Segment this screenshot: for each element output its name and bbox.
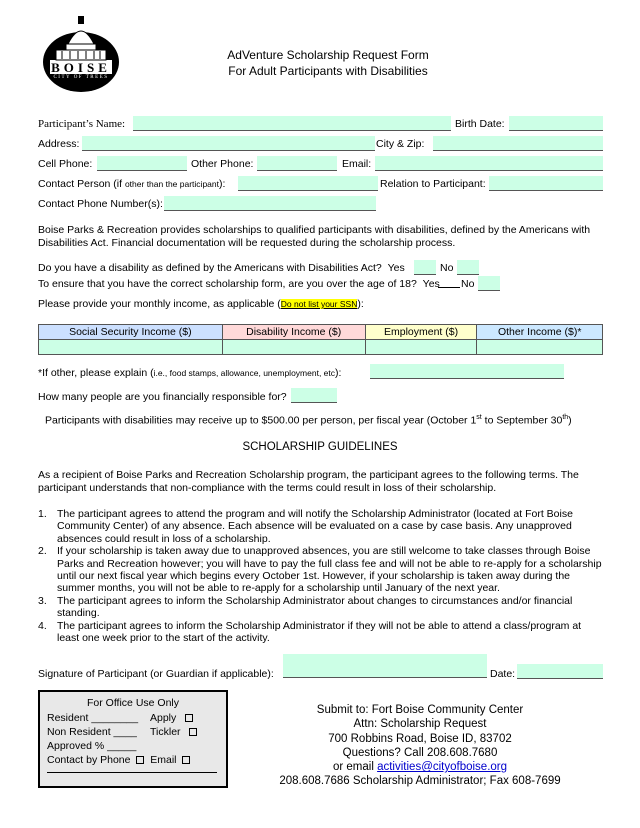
contact-phone-checkbox[interactable] (136, 756, 144, 764)
income-prompt: Please provide your monthly income, as applicable (Do not list your SSN): (38, 298, 364, 310)
logo-city-text: BOISE (51, 60, 111, 75)
email-checkbox[interactable] (182, 756, 190, 764)
contact-phone-field[interactable] (164, 196, 376, 211)
logo-subtitle-text: CITY OF TREES (53, 75, 109, 80)
submit-line-5: or email activities@cityofboise.org (332, 761, 508, 774)
income-header-disability: Disability Income ($) (222, 325, 365, 340)
other-income-field[interactable] (477, 340, 603, 355)
submit-line-6: 208.608.7686 Scholarship Administrator; Fax 608-7699 (279, 775, 561, 788)
guidelines-intro: As a recipient of Boise Parks and Recreation Scholarship program, the participant agrees to the following terms. The participant understands that non-compliance with the terms could result in loss of their scholarship. (38, 469, 579, 494)
guideline-item: 1. The participant agrees to attend the program and will notify the Scholarship Administrator (located at Fort Boise Community Center) of any absence. Each absence will be evaluated on a case by case basis. Any unapproved absences could result in loss of a scholarship. (38, 508, 573, 545)
disability-no-label: No (440, 262, 454, 274)
office-approved: Approved % _____ (47, 740, 137, 752)
tickler-checkbox[interactable] (189, 728, 197, 736)
limit-statement: Participants with disabilities may receive up to $500.00 per person, per fiscal year (October 1st to September 30th) (45, 414, 572, 427)
responsible-field[interactable] (291, 388, 337, 403)
income-header-other: Other Income ($)* (477, 325, 603, 340)
signature-date-field[interactable] (517, 664, 603, 679)
page-title: AdVenture Scholarship Request Form (227, 48, 429, 62)
ssn-warning: Do not list your SSN (280, 299, 358, 309)
disability-question: Do you have a disability as defined by the Americans with Disabilities Act? Yes (38, 262, 405, 274)
contact-person-field[interactable] (238, 176, 378, 191)
contact-phone-label: Contact Phone Number(s): (38, 198, 163, 210)
office-contact-phone: Contact by Phone Email (47, 754, 190, 766)
office-tickler: Tickler (150, 726, 197, 738)
income-table-header-row (39, 325, 603, 340)
intro-paragraph: Boise Parks & Recreation provides scholarships to qualified participants with disabilities, defined by the Americans with Disabilities Act. Financial documentation will be requested during the scholarship process. (38, 224, 591, 249)
signature-field[interactable] (283, 654, 487, 678)
page-subtitle: For Adult Participants with Disabilities (228, 64, 428, 78)
responsible-label: How many people are you financially responsible for? (38, 391, 287, 403)
guidelines-heading: SCHOLARSHIP GUIDELINES (242, 441, 398, 453)
submit-line-3: 700 Robbins Road, Boise ID, 83702 (328, 732, 512, 745)
disability-no-field[interactable] (457, 260, 479, 275)
email-field[interactable] (375, 156, 603, 171)
income-table-input-row (39, 340, 603, 355)
cell-phone-field[interactable] (97, 156, 187, 171)
age-no-label: No (461, 278, 475, 290)
date-label: Date: (490, 668, 516, 680)
birth-date-label: Birth Date: (455, 118, 505, 130)
guideline-item: 4. The participant agrees to inform the Scholarship Administrator if they will not be able to attend a class/program at least one week prior to the start of the activity. (38, 619, 582, 645)
employment-income-field[interactable] (365, 340, 477, 355)
participant-name-field[interactable] (133, 116, 451, 131)
submit-line-4: Questions? Call 208.608.7680 (342, 746, 498, 759)
email-label: Email: (342, 158, 372, 170)
participant-name-label: Participant’s Name: (38, 118, 126, 130)
submit-line-2: Attn: Scholarship Request (353, 718, 487, 731)
email-link[interactable]: activities@cityofboise.org (377, 761, 508, 774)
guideline-item: 3. The participant agrees to inform the Scholarship Administrator about changes to circumstances and/or financial standing. (38, 594, 573, 620)
signature-label: Signature of Participant (or Guardian if applicable): (38, 668, 274, 680)
other-phone-label: Other Phone: (191, 158, 254, 170)
disability-yes-field[interactable] (414, 260, 436, 275)
office-non-resident: Non Resident ____ (47, 726, 137, 738)
birth-date-field[interactable] (509, 116, 603, 131)
contact-person-label: Contact Person (if other than the participant): (38, 178, 226, 190)
address-field[interactable] (82, 136, 375, 151)
office-resident: Resident ________ (47, 712, 139, 724)
city-zip-field[interactable] (433, 136, 603, 151)
other-explain-field[interactable] (370, 364, 564, 379)
guidelines-list (38, 508, 603, 644)
social-security-income-field[interactable] (39, 340, 223, 355)
income-header-social-security: Social Security Income ($) (39, 325, 223, 340)
guideline-item: 2. If your scholarship is taken away due to unapproved absences, you are still welcome to take classes through Boise Parks and Recreation however; you will have to pay the full class fee and will not be able to re-apply for a scholarship until our next fiscal year which begins every October 1st. However, if your scholarship is taken away during the summer months, you will not be able to re-apply for a scholarship until January of the next year. (38, 545, 602, 595)
age-yes-field[interactable] (438, 276, 460, 288)
age-no-field[interactable] (478, 276, 500, 291)
office-notes-line (47, 772, 217, 773)
apply-checkbox[interactable] (185, 714, 193, 722)
office-apply: Apply (150, 712, 193, 724)
age-question: To ensure that you have the correct scholarship form, are you over the age of 18? Yes (38, 278, 440, 290)
city-zip-label: City & Zip: (376, 138, 425, 150)
income-table (38, 324, 603, 355)
submit-info (270, 703, 570, 789)
disability-income-field[interactable] (222, 340, 365, 355)
submit-line-1: Submit to: Fort Boise Community Center (316, 704, 524, 716)
address-label: Address: (38, 138, 80, 150)
office-use-title: For Office Use Only (87, 697, 179, 709)
office-use-box (38, 690, 228, 788)
other-explain-label: *If other, please explain (i.e., food stamps, allowance, unemployment, etc): (38, 367, 342, 379)
relation-field[interactable] (489, 176, 603, 191)
cell-phone-label: Cell Phone: (38, 158, 93, 170)
income-header-employment: Employment ($) (365, 325, 477, 340)
other-phone-field[interactable] (257, 156, 337, 171)
relation-label: Relation to Participant: (380, 178, 486, 190)
